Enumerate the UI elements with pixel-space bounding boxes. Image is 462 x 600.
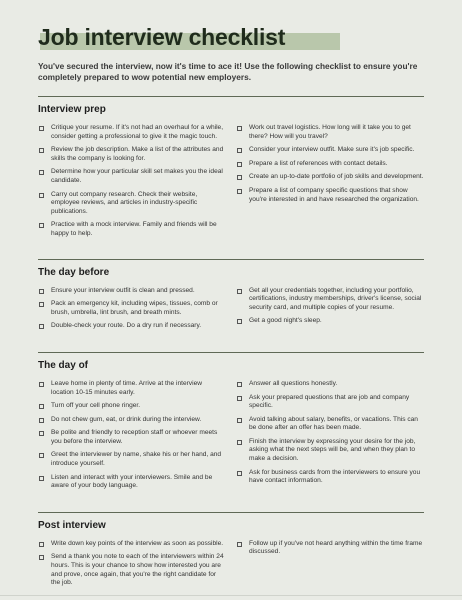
checkbox[interactable] — [237, 418, 242, 423]
checklist-item-label: Turn off your cell phone ringer. — [51, 402, 141, 410]
checklist-item-label: Listen and interact with your interviewers. Smile and be aware of your body language. — [51, 473, 213, 490]
checklist-item-label: Finish the interview by expressing your desire for the job, asking what the next steps will be, and when they plan to make a decision. — [249, 437, 416, 463]
checkbox[interactable] — [39, 126, 44, 131]
checklist-item-label: Ask your prepared questions that are job and company specific. — [249, 393, 410, 410]
checklist-item[interactable] — [38, 451, 226, 468]
checklist-item-label: Follow up if you've not heard anything within the time frame discussed. — [249, 539, 423, 556]
checklist-item-label: Create an up-to-date portfolio of job skills and development. — [249, 173, 424, 181]
checklist-item[interactable] — [236, 317, 424, 326]
right-column — [236, 380, 424, 496]
checklist-item-label: Avoid talking about salary, benefits, or vacations. This can be done after an offer has been made. — [249, 415, 418, 432]
checklist-item-label: Greet the interviewer by name, shake his or her hand, and introduce yourself. — [51, 451, 222, 468]
right-column — [236, 124, 424, 244]
title-block — [38, 20, 424, 54]
checklist-item-label: Double-check your route. Do a dry run if necessary. — [51, 322, 202, 330]
section-heading: The day of — [38, 359, 89, 371]
checklist-item[interactable] — [236, 187, 424, 204]
checklist-item[interactable] — [236, 416, 424, 433]
checklist-item[interactable] — [236, 380, 424, 389]
checklist-item-label: Determine how your particular skill set makes you the ideal candidate. — [51, 168, 223, 184]
checklist-item-label: Get all your credentials together, including your portfolio, certifications, industry memberships, driver's license, social security card, and multiple copies of your resume. — [249, 286, 422, 311]
checkbox[interactable] — [237, 542, 242, 547]
checklist-item-label: Do not chew gum, eat, or drink during the interview. — [51, 415, 202, 423]
intro-text: You've secured the interview, now it's time to ace it! Use the following checklist to ensure you're completely prepared to wow potential new employers. — [38, 61, 418, 82]
checkbox[interactable] — [39, 418, 44, 423]
section-divider — [38, 352, 424, 353]
checkbox[interactable] — [237, 148, 242, 153]
checkbox[interactable] — [39, 193, 44, 198]
checklist-item-label: Send a thank you note to each of the interviewers within 24 hours. This is your chance to show how interested you are and prove, once again, that you're the right candidate for the job. — [51, 553, 224, 587]
checklist-item[interactable] — [236, 173, 424, 182]
checklist-item[interactable] — [38, 168, 226, 185]
left-column — [38, 540, 226, 593]
left-column — [38, 124, 226, 244]
checklist-item-label: Get a good night's sleep. — [249, 317, 322, 325]
page-bottom-divider — [0, 595, 462, 596]
checkbox[interactable] — [39, 302, 44, 307]
checklist-item-label: Ask for business cards from the interviewers to ensure you have contact information. — [249, 468, 421, 485]
checkbox[interactable] — [39, 542, 44, 547]
checklist-item[interactable] — [38, 416, 226, 425]
section-heading: The day before — [38, 266, 110, 278]
checkbox[interactable] — [39, 223, 44, 228]
checklist-item[interactable] — [236, 540, 424, 557]
checklist-item-label: Ensure your interview outfit is clean and pressed. — [51, 286, 195, 294]
checkbox[interactable] — [237, 189, 242, 194]
checklist-item-label: Leave home in plenty of time. Arrive at the interview location 10-15 minutes early. — [51, 379, 202, 396]
right-column — [236, 540, 424, 593]
checklist-item[interactable] — [236, 124, 424, 141]
checklist-item-label: Work out travel logistics. How long will it take you to get there? How will you travel? — [249, 124, 411, 140]
checklist-item-label: Practice with a mock interview. Family and friends will be happy to help. — [51, 221, 217, 237]
checkbox[interactable] — [39, 382, 44, 387]
checklist-item[interactable] — [38, 540, 226, 549]
section-post-interview — [38, 512, 424, 593]
checklist-item[interactable] — [38, 221, 226, 238]
checkbox[interactable] — [39, 324, 44, 329]
section-columns — [38, 124, 424, 244]
checklist-item-label: Answer all questions honestly. — [249, 379, 338, 387]
checkbox[interactable] — [237, 162, 242, 167]
checklist-item-label: Write down key points of the interview as soon as possible. — [51, 539, 224, 547]
page-title: Job interview checklist — [38, 24, 286, 50]
checklist-item[interactable] — [38, 429, 226, 446]
checkbox[interactable] — [237, 319, 242, 324]
checklist-item[interactable] — [38, 146, 226, 163]
checklist-item-label: Carry out company research. Check their website, employee reviews, and articles in industry-specific publications. — [51, 190, 198, 215]
checkbox[interactable] — [237, 289, 242, 294]
checklist-item[interactable] — [236, 287, 424, 313]
checklist-item[interactable] — [236, 146, 424, 155]
section-divider — [38, 259, 424, 260]
left-column — [38, 287, 226, 336]
checkbox[interactable] — [39, 431, 44, 436]
checklist-item[interactable] — [236, 438, 424, 464]
checklist-item[interactable] — [38, 474, 226, 491]
section-interview-prep — [38, 96, 424, 244]
checkbox[interactable] — [39, 476, 44, 481]
checkbox[interactable] — [237, 440, 242, 445]
checkbox[interactable] — [39, 555, 44, 560]
checklist-item[interactable] — [38, 322, 226, 331]
section-heading: Interview prep — [38, 104, 106, 115]
checklist-item-label: Pack an emergency kit, including wipes, tissues, comb or brush, umbrella, lint brush, and breath mints. — [51, 300, 218, 316]
checklist-item-label: Critique your resume. If it's not had an overhaul for a while, consider getting a professional to give it the magic touch. — [51, 124, 224, 140]
checklist-item[interactable] — [38, 380, 226, 397]
checkbox[interactable] — [237, 382, 242, 387]
checklist-item-label: Consider your interview outfit. Make sure it's job specific. — [249, 146, 415, 154]
checkbox[interactable] — [237, 126, 242, 131]
checkbox[interactable] — [39, 170, 44, 175]
left-column — [38, 380, 226, 496]
checklist-item-label: Be polite and friendly to reception staff or whoever meets you before the interview. — [51, 429, 218, 445]
checkbox[interactable] — [39, 289, 44, 294]
section-columns — [38, 380, 424, 496]
checklist-item[interactable] — [38, 553, 226, 587]
checklist-item[interactable] — [38, 124, 226, 141]
section-the-day-of — [38, 352, 424, 496]
checklist-item-label: Review the job description. Make a list of the attributes and skills the company is looking for. — [51, 146, 224, 162]
checkbox[interactable] — [237, 175, 242, 180]
checklist-item[interactable] — [236, 394, 424, 411]
section-divider — [38, 96, 424, 97]
checklist-item[interactable] — [236, 469, 424, 486]
section-divider — [38, 512, 424, 513]
right-column — [236, 287, 424, 336]
section-columns — [38, 540, 424, 593]
checklist-item[interactable] — [38, 402, 226, 411]
checklist-item-label: Prepare a list of references with contact details. — [249, 159, 388, 167]
section-columns — [38, 287, 424, 336]
checklist-item-label: Prepare a list of company specific questions that show you're interested in and have researched the organization. — [249, 186, 419, 203]
checkbox[interactable] — [237, 471, 242, 476]
checklist-item[interactable] — [38, 287, 226, 296]
checkbox[interactable] — [39, 404, 44, 409]
checklist-item[interactable] — [38, 300, 226, 317]
checkbox[interactable] — [237, 396, 242, 401]
checkbox[interactable] — [39, 148, 44, 153]
checklist-item[interactable] — [38, 191, 226, 217]
section-the-day-before — [38, 259, 424, 336]
checklist-item[interactable] — [236, 160, 424, 169]
section-heading: Post interview — [38, 519, 106, 531]
checkbox[interactable] — [39, 453, 44, 458]
